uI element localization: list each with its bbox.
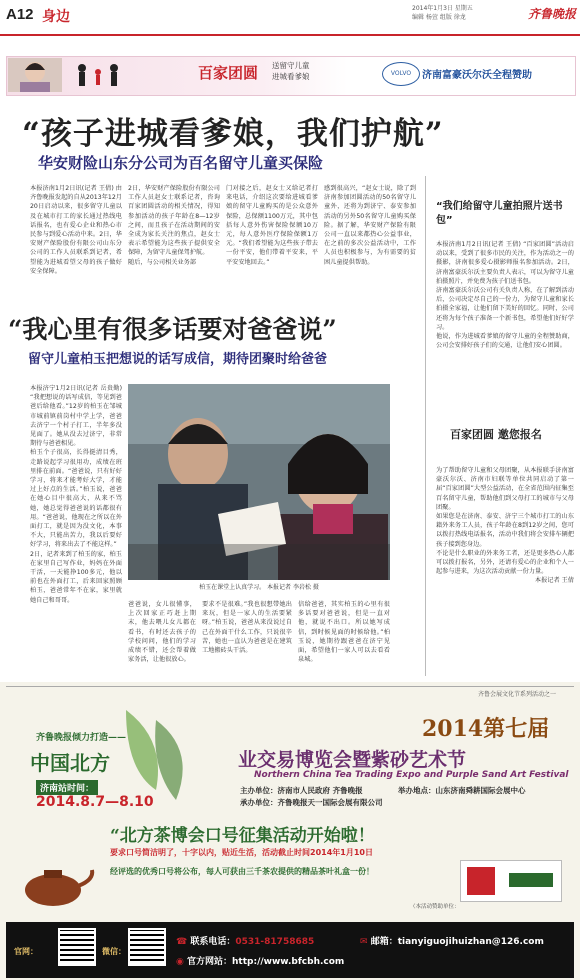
banner-subtitle: [272, 60, 310, 82]
ad-edition: 2014第七届: [422, 716, 550, 742]
banner-title: 百家团圆: [198, 64, 259, 82]
page-number: A12: [6, 6, 34, 23]
sidebar-para5: 如果您是在济南、泰安、济宁三个城市打工的山东籍外来务工人员，孩子年龄在8到12岁之间，您可以拨打热线电话报名，活动中我们将会安排车辆把孩子接到您身边。: [436, 513, 574, 548]
ad-dates: 2014.8.7—8.10: [36, 794, 154, 810]
sidebar-byline: 本报记者 王倩: [534, 577, 574, 585]
article2-col2: 爸爸说，女儿很懂事，上次回家正巧赶上期末，他去喂儿女儿都在看书，有时还去孩子的学校问问，他们的学习成绩不错，还会帮着做家务活，让他很放心。: [128, 601, 196, 664]
sidebar-para4: 为了帮助留守儿童和父母团聚，从本报联手济南富豪沃尔沃、济南市妇联等单位共同启动了第一届“百家团圆”大型公益活动，在全省范围内征集至百名留守儿童，帮助他们到父母打工的城市与父母团聚。: [436, 467, 574, 511]
qr-label-site: 官网：: [14, 947, 38, 956]
article2-subhead: 留守儿童柏玉把想说的话写成信，期待团聚时给爸爸: [28, 352, 328, 367]
contact-website: [176, 954, 344, 967]
qr-code-wechat[interactable]: [128, 928, 166, 966]
sidebar-body-2: [436, 466, 574, 662]
child-face-icon: [8, 58, 62, 92]
article2-col4: 信给爸爸，其实柏玉的心里有很多话要对爸爸说，但是一直对他，就说不出口。所以她写成信，到时候见面的时候给他。”柏玉说，她期待跟爸爸在济宁见面，希望他们一家人可以去看看泉城。: [298, 601, 390, 664]
sidebar-headline: “我们给留守儿童拍照片送书包”: [436, 201, 563, 226]
ad-requirements: 要求口号简洁明了，十字以内，贴近生活，活动截止时间2014年1月10日: [110, 848, 373, 857]
banner-sponsor: 济南富豪沃尔沃全程赞助: [422, 70, 532, 81]
ad-slogan: “北方茶博会口号征集活动开始啦！: [110, 826, 375, 846]
phone-number: 0531-81758685: [235, 937, 315, 947]
article1-subhead: 华安财险山东分公司为百名留守儿童买保险: [38, 154, 324, 172]
sidebar-para1: 本报济南1月2日讯(记者 王倩) “百家团圆”活动启动以来，受到了很多市民的关注，作为活动之一的摄影，济南很多爱心摄影师报名参加活动。2日，济南富豪沃尔沃主要负责人表示，可以为留守儿童拍摄照片，并免费为孩子们送书包。: [436, 241, 574, 285]
globe-icon: ◉: [176, 957, 184, 967]
banner-sub-line1: 送留守儿童: [272, 61, 310, 70]
article1-col4: 感到很高兴，“赵女士说，除了到济南参加团圆活动的50名留守儿童外，还将为到济宁、泰安参加活动的另外50名留守儿童购买保险。据了解，华安财产保险有限公司一直以来都热心公益事业，在之前的多次公益活动中，工作人员也积极参与，为有需要的贫困儿童提供帮助。: [324, 185, 416, 266]
volvo-logo: VOLVO: [382, 62, 420, 86]
ad-sponsor-note: （本活动赞助单位：: [410, 904, 460, 910]
website-link[interactable]: http://www.bfcbh.com: [232, 957, 345, 967]
phone-icon: ☎: [176, 937, 188, 947]
classroom-photo-illustration: [128, 384, 390, 580]
article2-col3: 要求不是很难。”我也很想带她出来玩，但是一家人的生活要紧呀。”柏玉说，爸爸从来没说过自己在外面干什么工作，只说很辛苦，她也一直认为爸爸是在建筑工地搬砖头干活。: [202, 601, 292, 655]
contact-phone: [176, 934, 314, 947]
ad-host: 主办单位：济南市人民政府 齐鲁晚报: [240, 786, 363, 795]
editor-line: 编辑 杨萱 组版 徐龙: [412, 14, 466, 21]
sidebar-para6: 不论是什么职业的外来务工者，还是更多热心人都可以拨打报名，另外，还请有爱心的企业和个人一起参与进来，为这次活动贡献一份力量。: [436, 549, 574, 576]
photo-caption: 柏玉在课堂上认真学习。 本报记者 李岩松 摄: [199, 584, 319, 591]
article2-headline: “我心里有很多话要对爸爸说”: [8, 315, 337, 344]
article2-para2: 柏玉个子很高，长得挺清目秀，走路说起学习很用功，成绩在班里排在前面。“爸爸说，只有好好学习，将来才能考好大学，才能过上好点的生活。”柏玉说，爸爸在她心目中很高大，从来不骂她，她总觉得爸爸说的话都很有用。“爸爸说，他现在之所以在外面打工，就是因为没文化，本事不大，只能出苦力，我以后要好好学习，将来出去了不能这样。”: [30, 449, 122, 549]
article1-col3: 门对接之后，赵女士又给记者打来电话，介绍这次要给进城看爹娘的留守儿童购买的是公众意外保险，总保额1100万元，其中包括每人意外伤害保险保额10万元，每人意外医疗保险保额1万元。“我们希望能为这些孩子带去一份平安，他们带着平安来，平平安安地回去。”: [226, 185, 318, 266]
article1-col2-text-b: 随后，与公司相关业务部: [128, 258, 197, 266]
ad-headline: 业交易博览会暨紫砂艺术节: [238, 749, 467, 771]
mail-address[interactable]: tianyiguojihuizhan@126.com: [397, 937, 544, 947]
section-title: 身边: [42, 9, 70, 25]
banner-sub-line2: 进城看爹娘: [272, 72, 310, 81]
family-silhouette-icon: [68, 60, 128, 90]
header-meta: [412, 4, 522, 22]
ad-divider: [6, 686, 574, 687]
article1-col2: [128, 184, 220, 296]
child-photo: [8, 58, 62, 92]
ad-station-label: 济南站时间：: [36, 780, 98, 795]
contact-email: [360, 934, 544, 947]
website-label: 官方网站：: [187, 957, 233, 967]
teapot-icon: [8, 850, 98, 910]
article1-headline: “孩子进城看爹娘，我们护航”: [22, 116, 444, 152]
news-photo: [128, 384, 390, 580]
sponsor-logos: [460, 860, 562, 902]
article2-para1: 本报济宁1月2日讯(记者 岳贵勤) “我把想说的话写成信，等见到爸爸后给他看。”12岁的柏玉在邹城市城前镇前岗村中学上学，爸爸去济宁一个村子打工，半年多没见面了。她从没去过济宁，非常期待与爸爸相见。: [30, 385, 122, 448]
sidebar-subhead: 百家团圆 邀您报名: [450, 428, 542, 441]
sidebar-para3: 他说，作为进城看爹娘的留守儿童的全程赞助商，公司会安排好孩子们的交通，让他们安心团圆。: [436, 333, 574, 350]
ad-organizers: [240, 785, 383, 809]
qr-label-wechat: 微信：: [102, 947, 126, 956]
mail-icon: ✉: [360, 937, 368, 947]
ad-organizer: 承办单位：齐鲁晚报天一国际会展有限公司: [240, 798, 383, 807]
column-divider: [425, 176, 426, 676]
article1-col1: 本报济南1月2日讯(记者 王倩) 由齐鲁晚报发起的自从2013年12月20日启动以来，很多留守儿童以及在城市打工的家长通过热线电话报名，也有爱心企业和热心市民参与到爱心活动中来。2日，华安财产保险股份有限公司山东分公司的工作人员联系到记者，希望能为进城看望父母的孩子做好安全保障。: [30, 185, 122, 275]
date-line: 2014年1月3日 星期五: [412, 5, 473, 12]
article2-para3: 2日，记者来到了柏玉的家，柏玉在家里自己写作业，妈妈在外面干活，一天能挣100多元，他以前也在外面打工，后来回家照顾柏玉，爸爸常年不在家，家里就她自己和哥哥。: [30, 550, 122, 604]
sidebar-para2: 济南富豪沃尔沃公司有关负责人称，在了解到活动后，公司决定尽自己的一份力，为留守儿童和家长拍摄全家福，让他们留下美好的回忆。同时，公司还将为每个孩子准备一个新书包，希望他们好好学习。: [436, 287, 574, 331]
ad-english-title: Northern China Tea Trading Expo and Purple Sand Art Festival: [254, 770, 569, 780]
teapot-graphic: [8, 850, 98, 910]
ad-venue: 举办地点：山东济南舜耕国际会展中心: [398, 786, 526, 795]
mail-label: 邮箱：: [370, 937, 398, 947]
sidebar-body: [436, 240, 574, 392]
masthead-logo: 齐鲁晚报: [528, 7, 577, 21]
ad-series-note: 齐鲁会展文化节系列活动之一: [478, 691, 557, 698]
article2-col1: [30, 384, 122, 676]
sponsor-logo-icon: [461, 861, 561, 901]
ad-prize: 经评选的优秀口号将公布，每人可获由三千茶农提供的精品茶叶礼盒一份！: [110, 867, 374, 876]
ad-main-title: 中国北方: [30, 751, 110, 775]
article1-col2-text: 2日，华安财产保险股份有限公司工作人员赵女士联系记者，咨询百家团圆活动的相关情况，得知参加活动的孩子年龄在8—12岁之间，而且孩子在活动期间的安全成为家长关注的焦点，赵女士表示希望能为这些孩子提供安全保障，为留守儿童保驾护航。: [128, 185, 220, 257]
ad-lead: 齐鲁晚报倾力打造——: [36, 733, 127, 743]
qr-code-site[interactable]: [58, 928, 96, 966]
phone-label: 联系电话：: [190, 937, 236, 947]
